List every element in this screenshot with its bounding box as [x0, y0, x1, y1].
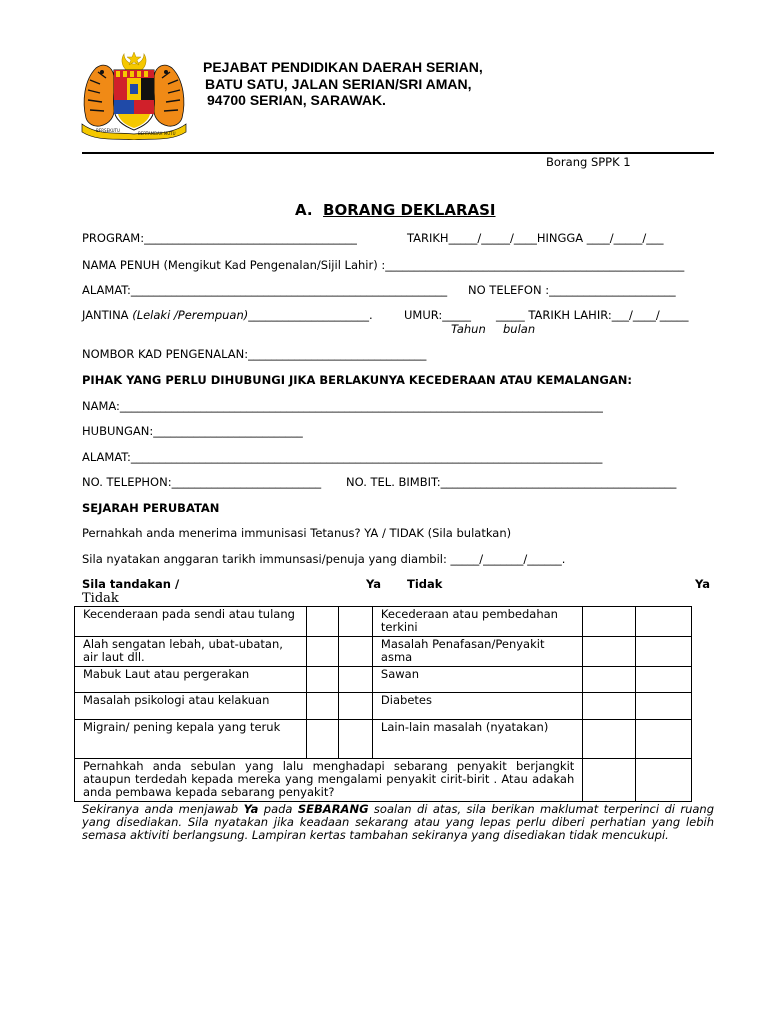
- ya-checkbox[interactable]: [583, 667, 635, 693]
- alamat-field[interactable]: ALAMAT:_______________________________________________________: [82, 283, 448, 297]
- condition-left: Masalah psikologi atau kelakuan: [75, 693, 307, 720]
- bulan-label: bulan: [503, 322, 536, 336]
- ya-checkbox[interactable]: [583, 720, 635, 759]
- ya-checkbox[interactable]: [306, 637, 338, 667]
- table-row: [75, 607, 692, 637]
- footnote: [82, 803, 714, 842]
- footnote-ya: Ya: [243, 802, 259, 816]
- tidak-checkbox[interactable]: [338, 693, 372, 720]
- umur-field[interactable]: UMUR:_____: [404, 308, 472, 322]
- tidak-header-1: Tidak: [407, 577, 443, 591]
- ya-checkbox[interactable]: [583, 607, 635, 637]
- footnote-text: pada: [258, 802, 298, 816]
- form-code: Borang SPPK 1: [546, 155, 631, 169]
- condition-left: Kecenderaan pada sendi atau tulang: [75, 607, 307, 637]
- table-row: [75, 667, 692, 693]
- tidak-checkbox[interactable]: [635, 693, 691, 720]
- tidak-checkbox[interactable]: [635, 607, 691, 637]
- coat-of-arms-logo: [78, 50, 190, 140]
- jantina-blank: _____________________.: [248, 308, 373, 322]
- condition-right: Kecederaan atau pembedahan terkini: [372, 607, 582, 637]
- tidak-checkbox[interactable]: [635, 667, 691, 693]
- tidak-checkbox[interactable]: [635, 637, 691, 667]
- condition-right: Diabetes: [372, 693, 582, 720]
- ya-checkbox[interactable]: [306, 693, 338, 720]
- footnote-text: Sekiranya anda menjawab: [82, 802, 244, 816]
- tarikh-lahir-field[interactable]: _____ TARIKH LAHIR:___/____/_____: [496, 308, 689, 322]
- tidak-checkbox[interactable]: [338, 607, 372, 637]
- ribbon-right-text: BERTAMBAH MUTU: [138, 131, 176, 136]
- emergency-telephon-field[interactable]: NO. TELEPHON:__________________________: [82, 475, 322, 489]
- ya-checkbox[interactable]: [306, 667, 338, 693]
- nama-penuh-field[interactable]: NAMA PENUH (Mengikut Kad Pengenalan/Sijil Lahir) :____________________________________________________: [82, 258, 685, 272]
- medical-heading: SEJARAH PERUBATAN: [82, 501, 220, 515]
- footnote-text: soalan di atas, sila berikan maklumat terperinci di ruang yang disediakan. Sila nyatakan jika keadaan sekarang atau yang lepas perlu diberi perhatian yang lebih semasa aktiviti berlangsung. Lampiran kertas tambahan sekiranya yang disediakan tidak mencukupi.: [82, 802, 715, 842]
- form-title: [295, 201, 496, 219]
- tahun-label: Tahun: [451, 322, 486, 336]
- table-row: [75, 720, 692, 759]
- condition-left: Alah sengatan lebah, ubat-ubatan, air laut dll.: [75, 637, 307, 667]
- nombor-kp-field[interactable]: NOMBOR KAD PENGENALAN:_______________________________: [82, 347, 427, 361]
- condition-left: Migrain/ pening kepala yang teruk: [75, 720, 307, 759]
- emergency-heading: PIHAK YANG PERLU DIHUBUNGI JIKA BERLAKUNYA KECEDERAAN ATAU KEMALANGAN:: [82, 373, 632, 387]
- jantina-field[interactable]: [82, 308, 373, 322]
- ya-header-2: Ya: [695, 577, 711, 591]
- emergency-alamat-field[interactable]: ALAMAT:__________________________________________________________________________________: [82, 450, 603, 464]
- ya-checkbox[interactable]: [583, 759, 635, 802]
- no-telefon-field[interactable]: NO TELEFON :______________________: [468, 283, 676, 297]
- program-field[interactable]: PROGRAM:_____________________________________: [82, 231, 357, 245]
- jantina-label: JANTINA: [82, 308, 133, 322]
- condition-left: Mabuk Laut atau pergerakan: [75, 667, 307, 693]
- address-line-2: BATU SATU, JALAN SERIAN/SRI AMAN,: [205, 76, 472, 92]
- ya-checkbox[interactable]: [583, 637, 635, 667]
- ya-checkbox[interactable]: [583, 693, 635, 720]
- table-row: [75, 759, 692, 802]
- condition-right: Sawan: [372, 667, 582, 693]
- ya-header-1: Ya: [366, 577, 382, 591]
- ribbon-left-text: BERSEKUTU: [96, 128, 120, 133]
- medical-conditions-table: [74, 606, 692, 802]
- emergency-bimbit-field[interactable]: NO. TEL. BIMBIT:_________________________________________: [346, 475, 677, 489]
- condition-right: Lain-lain masalah (nyatakan): [372, 720, 582, 759]
- immunisation-date-field[interactable]: Sila nyatakan anggaran tarikh immunsasi/penuja yang diambil: _____/_______/______.: [82, 552, 566, 566]
- tidak-header-2: Tidak: [82, 591, 119, 606]
- tidak-checkbox[interactable]: [338, 720, 372, 759]
- sila-tandakan-label: Sila tandakan /: [82, 577, 180, 591]
- ya-checkbox[interactable]: [306, 607, 338, 637]
- tetanus-question[interactable]: Pernahkah anda menerima immunisasi Tetanus? YA / TIDAK (Sila bulatkan): [82, 526, 512, 540]
- table-row: [75, 693, 692, 720]
- infection-question: Pernahkah anda sebulan yang lalu menghadapi sebarang penyakit berjangkit ataupun terdedah kepada mereka yang mengalami penyakit cirit-birit . Atau adakah anda pembawa kepada sebarang penyakit?: [75, 759, 583, 802]
- header-divider: [82, 152, 714, 154]
- emergency-nama-field[interactable]: NAMA:____________________________________________________________________________________: [82, 399, 603, 413]
- tidak-checkbox[interactable]: [635, 720, 691, 759]
- jantina-options: (Lelaki /Perempuan): [132, 308, 249, 322]
- ya-checkbox[interactable]: [306, 720, 338, 759]
- emergency-hubungan-field[interactable]: HUBUNGAN:__________________________: [82, 424, 303, 438]
- condition-right: Masalah Penafasan/Penyakit asma: [372, 637, 582, 667]
- tarikh-field[interactable]: TARIKH_____/_____/____HINGGA ____/_____/___: [407, 231, 664, 245]
- section-title: BORANG DEKLARASI: [323, 201, 496, 219]
- table-row: [75, 637, 692, 667]
- tidak-checkbox[interactable]: [338, 637, 372, 667]
- tidak-checkbox[interactable]: [635, 759, 691, 802]
- address-line-3: 94700 SERIAN, SARAWAK.: [207, 92, 386, 108]
- tidak-checkbox[interactable]: [338, 667, 372, 693]
- section-letter: A.: [295, 201, 313, 219]
- address-line-1: PEJABAT PENDIDIKAN DAERAH SERIAN,: [203, 59, 483, 75]
- footnote-sebarang: SEBARANG: [297, 802, 369, 816]
